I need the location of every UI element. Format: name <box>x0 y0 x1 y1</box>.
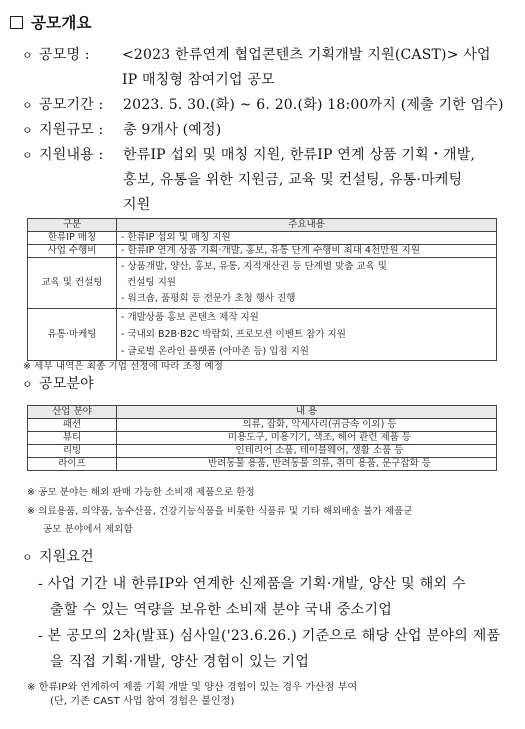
item-value: 총 9개사 (예정) <box>123 122 222 138</box>
square-bullet-icon <box>10 16 23 29</box>
table-row <box>28 445 497 458</box>
table-cell-content: - 한류IP 섭외 및 매칭 지원 <box>117 232 497 245</box>
table-header-cell: 주요내용 <box>117 219 497 232</box>
item-label: 공모기간 : <box>39 97 104 113</box>
requirement-line: - 본 공모의 2차(발표) 심사일('23.6.26.) 기준으로 해당 산업 분야의 제품 <box>38 628 501 644</box>
table-row <box>28 432 497 445</box>
item-label: 지원규모 : <box>39 122 104 138</box>
circle-bullet-icon: ㅇ <box>22 149 33 162</box>
item-value: IP 매칭형 참여기업 공모 <box>122 72 275 88</box>
item-value: <2023 한류연계 협업콘텐츠 기획개발 지원(CAST)> 사업 <box>122 47 491 63</box>
table-cell-content: 의류, 잡화, 악세사리(귀금속 이외) 등 <box>117 419 497 432</box>
content-line: 컨설팅 지원 <box>121 277 176 288</box>
item-value: 지원 <box>123 197 151 213</box>
table-cell-category: 한류IP 매칭 <box>28 232 117 245</box>
table-cell-field: 라이프 <box>28 458 117 471</box>
section-title-text: 공모개요 <box>31 14 92 32</box>
item-value: 한류IP 섭외 및 매칭 지원, 한류IP 연계 상품 기획・개발, <box>123 147 476 163</box>
section-title <box>10 11 92 33</box>
item-value: 홍보, 유통을 위한 지원금, 교육 및 컨설팅, 유통·마케팅 <box>123 172 463 188</box>
circle-bullet-icon: ㅇ <box>22 49 33 62</box>
content-line: - 상품개발, 양산, 홍보, 유통, 지적재산권 등 단계별 맞춤 교육 및 <box>121 261 387 272</box>
circle-bullet-icon: ㅇ <box>22 99 33 112</box>
field-note: ※ 공모 분야는 해외 판매 가능한 소비재 제품으로 한정 <box>27 487 255 498</box>
table-cell-content: 반려동물 용품, 반려동물 의류, 취미 용품, 문구잡화 등 <box>117 458 497 471</box>
table-row <box>28 258 497 309</box>
bonus-note: (단, 기존 CAST 사업 참여 경험은 불인정) <box>50 696 235 707</box>
table-cell-content: 미용도구, 미용기기, 색조, 헤어 관련 제품 등 <box>117 432 497 445</box>
bonus-note: ※ 한류IP와 연계하여 제품 기획 개발 및 양산 경험이 있는 경우 가산점 부여 <box>27 682 358 693</box>
table-row <box>28 419 497 432</box>
table-cell-content <box>117 309 497 361</box>
support-table <box>27 218 497 361</box>
table-cell-field: 패션 <box>28 419 117 432</box>
field-note: ※ 의료용품, 의약품, 농수산품, 건강기능식품을 비롯한 식품류 및 기타 해외배송 불가 제품군 <box>27 506 413 517</box>
table-header-row <box>28 406 497 419</box>
support-table-note: ※ 세부 내역은 최종 기업 선정에 따라 조정 예정 <box>23 361 224 372</box>
item-value: 2023. 5. 30.(화) ~ 6. 20.(화) 18:00까지 (제출 기한 엄수) <box>123 97 504 113</box>
table-row <box>28 232 497 245</box>
item-label: 지원내용 : <box>39 147 104 163</box>
circle-bullet-icon: ㅇ <box>22 378 33 391</box>
item-label: 공모분야 <box>39 376 94 392</box>
table-row <box>28 245 497 258</box>
table-cell-category: 유통·마케팅 <box>28 309 117 361</box>
table-cell-content: - 한류IP 연계 상품 기획·개발, 홍보, 유통 단계 수행비 최대 4천만원 지원 <box>117 245 497 258</box>
content-line: - 글로벌 온라인 플랫폼 (아마존 등) 입점 지원 <box>121 346 309 357</box>
table-header-cell: 구분 <box>28 219 117 232</box>
table-cell-content: 인테리어 소품, 테이블웨어, 생활 소품 등 <box>117 445 497 458</box>
table-header-row <box>28 219 497 232</box>
table-cell-category: 사업 수행비 <box>28 245 117 258</box>
table-header-cell: 내 용 <box>117 406 497 419</box>
content-line: - 워크숍, 품평회 등 전문가 초청 행사 진행 <box>121 293 296 304</box>
item-label: 공모명 : <box>39 47 90 63</box>
circle-bullet-icon: ㅇ <box>22 551 33 564</box>
circle-bullet-icon: ㅇ <box>22 124 33 137</box>
requirement-line: 을 직접 기획·개발, 양산 경험이 있는 기업 <box>50 654 310 670</box>
table-cell-field: 리빙 <box>28 445 117 458</box>
content-line: - 개발상품 홍보 콘텐츠 제작 지원 <box>121 312 259 323</box>
table-header-cell: 산업 분야 <box>28 406 117 419</box>
field-note: 공모 분야에서 제외함 <box>43 524 133 535</box>
field-table <box>27 405 497 471</box>
requirement-line: 출할 수 있는 역량을 보유한 소비재 분야 국내 중소기업 <box>50 602 393 618</box>
table-cell-field: 뷰티 <box>28 432 117 445</box>
content-line: - 국내외 B2B·B2C 박람회, 프로모션 이벤트 참가 지원 <box>121 329 346 340</box>
table-row <box>28 309 497 361</box>
table-cell-content <box>117 258 497 309</box>
table-cell-category: 교육 및 컨설팅 <box>28 258 117 309</box>
table-row <box>28 458 497 471</box>
item-label: 지원요건 <box>39 549 94 565</box>
requirement-line: - 사업 기간 내 한류IP와 연계한 신제품을 기획·개발, 양산 및 해외 수 <box>38 576 466 592</box>
